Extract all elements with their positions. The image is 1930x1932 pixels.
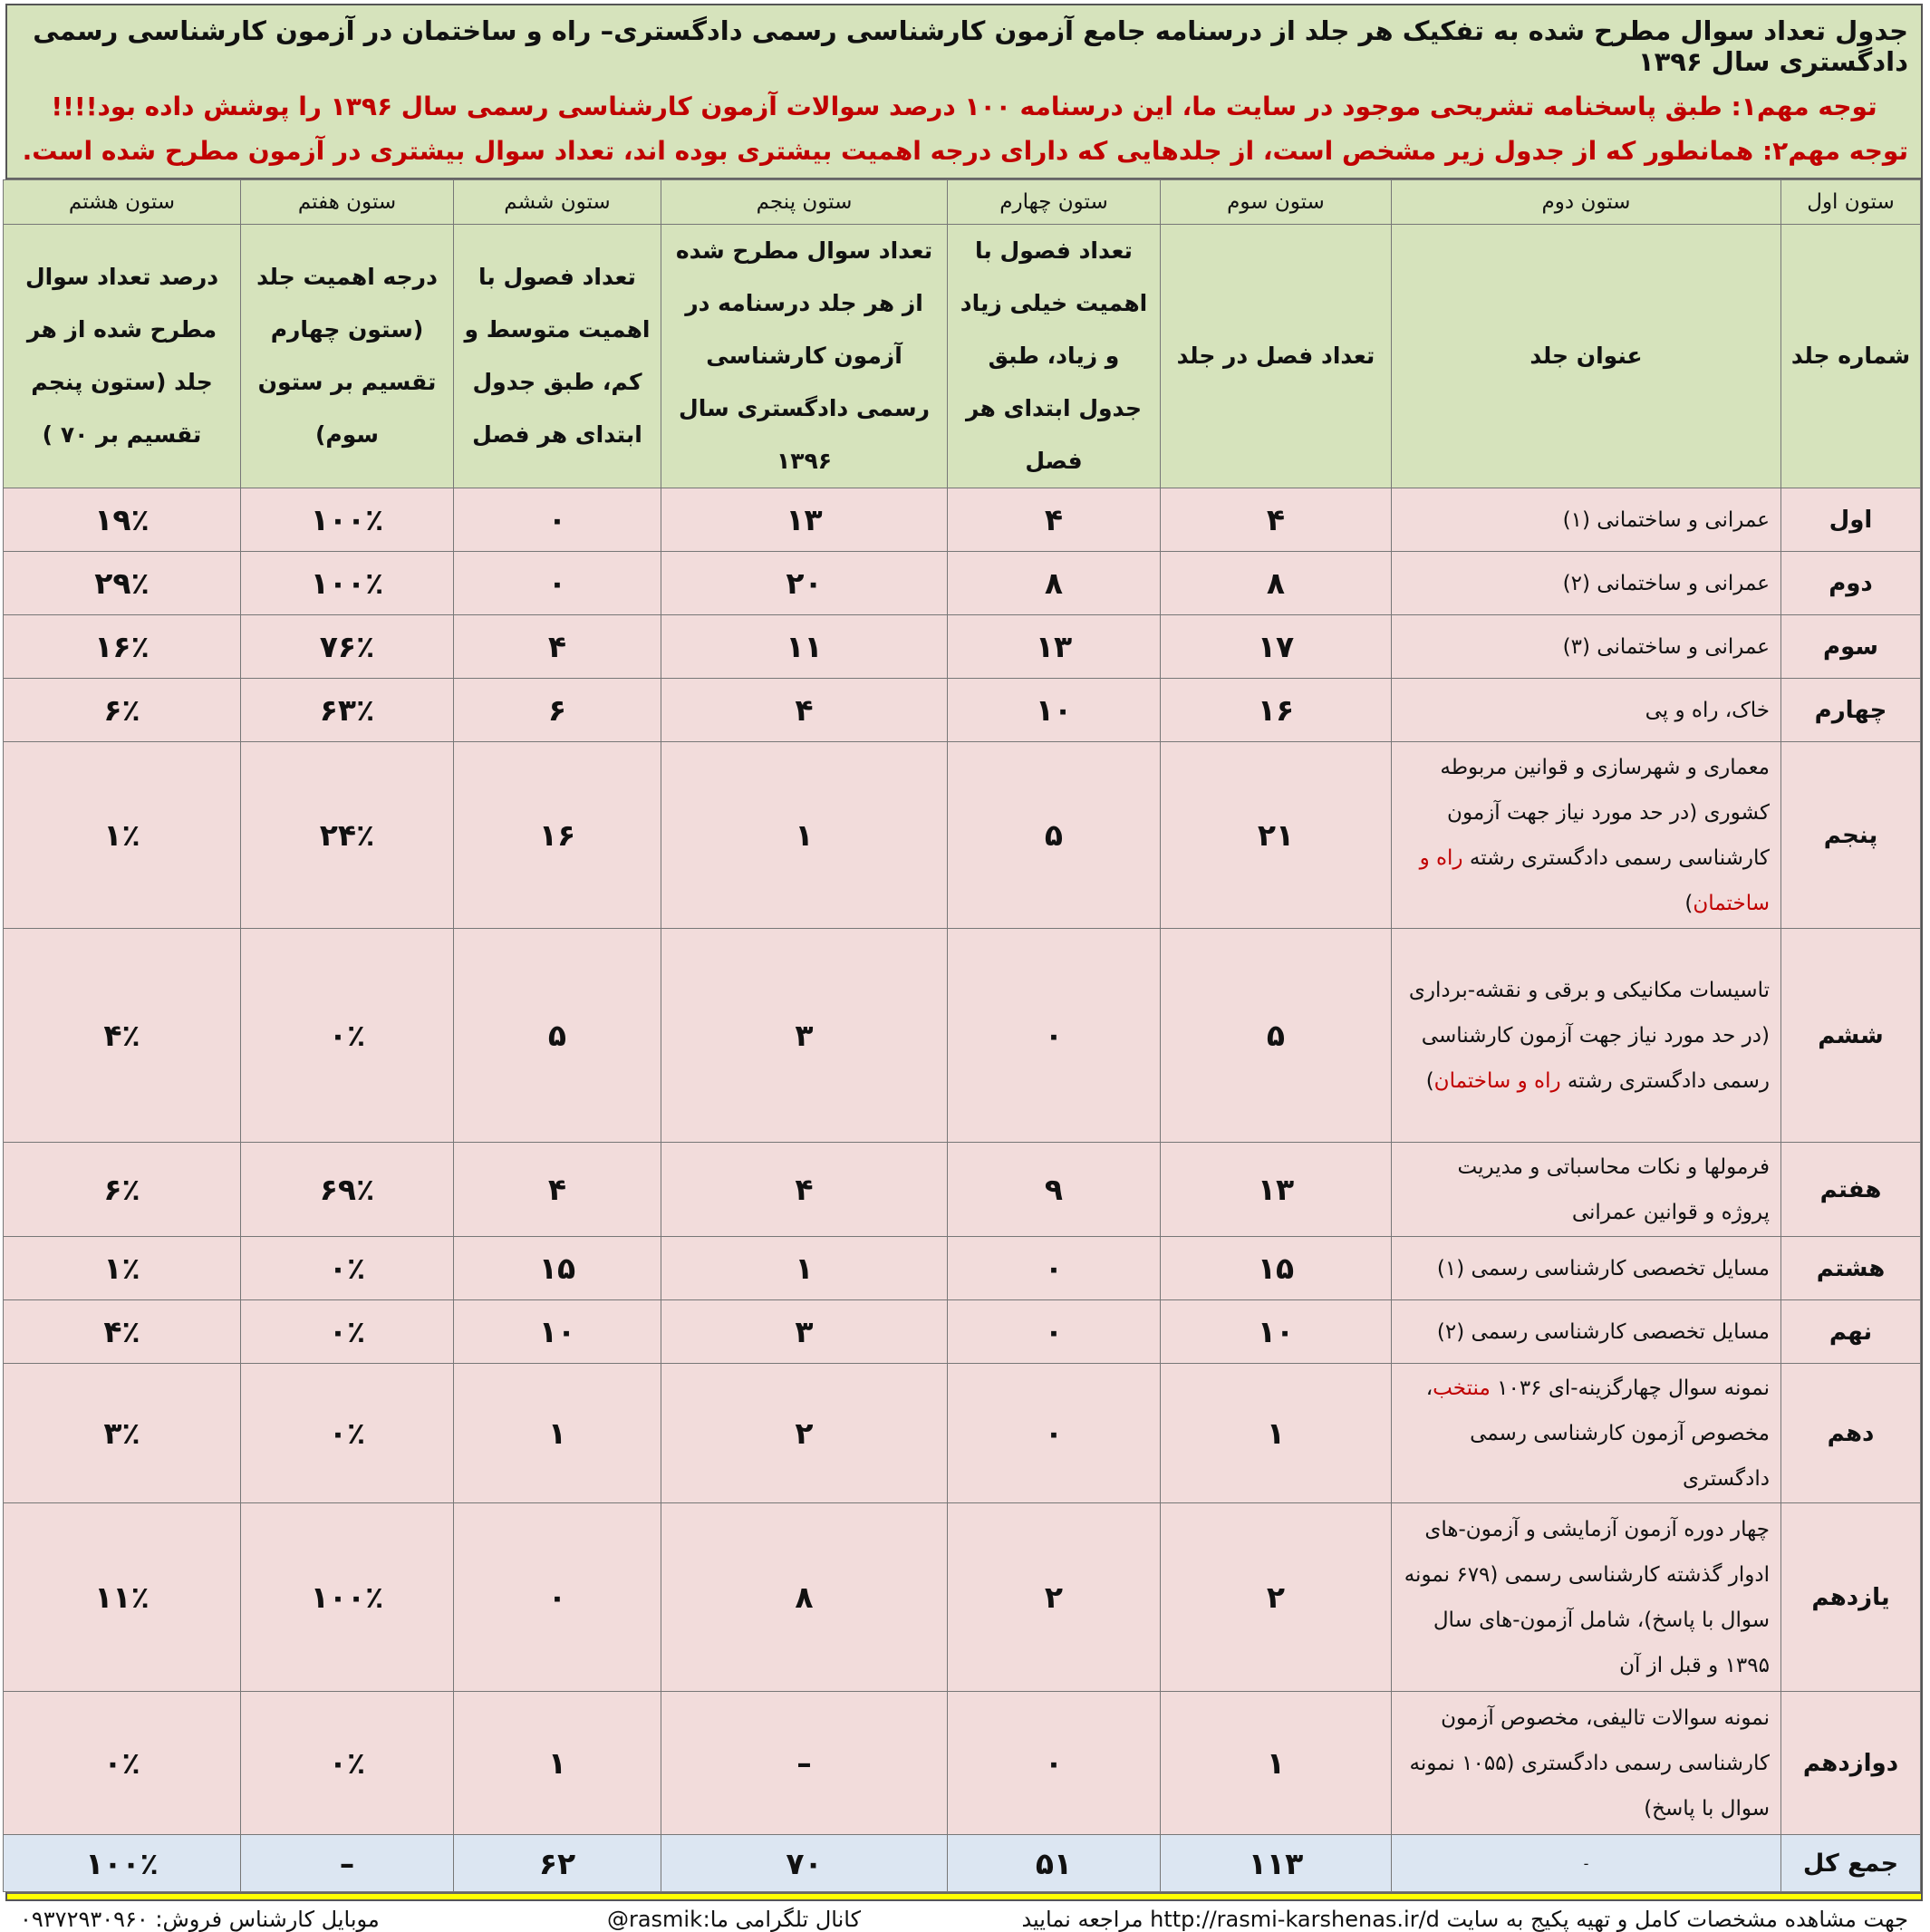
high-importance-chapters: ۰ <box>948 1364 1161 1503</box>
importance-degree: ۰٪ <box>241 1364 454 1503</box>
volume-title <box>1392 488 1781 552</box>
high-importance-chapters: ۵ <box>948 742 1161 929</box>
volume-title <box>1392 1503 1781 1692</box>
medium-importance-chapters: ۰ <box>454 552 661 615</box>
volume-title <box>1392 1364 1781 1503</box>
question-count: ۲۰ <box>661 552 948 615</box>
question-count: ۱ <box>661 742 948 929</box>
table-row <box>4 929 1921 1143</box>
importance-degree: ۶۳٪ <box>241 679 454 742</box>
importance-degree: ۱۰۰٪ <box>241 488 454 552</box>
medium-importance-chapters: ۵ <box>454 929 661 1143</box>
column-name: ستون سوم <box>1161 180 1392 225</box>
volume-title-text: عمرانی و ساختمانی (۳) <box>1562 634 1770 659</box>
medium-importance-chapters: ۱۶ <box>454 742 661 929</box>
volume-title-text: نمونه سوال چهارگزینه-ای ۱۰۳۶ <box>1490 1376 1770 1400</box>
high-importance-chapters: ۰ <box>948 929 1161 1143</box>
high-importance-chapters: ۰ <box>948 1692 1161 1835</box>
volume-number: دوم <box>1781 552 1921 615</box>
volume-title <box>1392 615 1781 679</box>
volume-number: هشتم <box>1781 1237 1921 1300</box>
results-sheet <box>5 4 1923 1932</box>
question-percent: ۱٪ <box>4 1237 241 1300</box>
header-importance-degree: درجه اهمیت جلد (ستون چهارم تقسیم بر ستون سوم) <box>241 225 454 488</box>
table-row <box>4 1300 1921 1364</box>
volume-number: پنجم <box>1781 742 1921 929</box>
volume-title <box>1392 1692 1781 1835</box>
chapter-count: ۱۵ <box>1161 1237 1392 1300</box>
question-count: ۳ <box>661 1300 948 1364</box>
volume-title <box>1392 679 1781 742</box>
question-percent: ۱۶٪ <box>4 615 241 679</box>
question-count: ۱۳ <box>661 488 948 552</box>
table-row <box>4 742 1921 929</box>
high-importance-chapters: ۸ <box>948 552 1161 615</box>
question-count: – <box>661 1692 948 1835</box>
volume-number: چهارم <box>1781 679 1921 742</box>
high-importance-chapters: ۱۰ <box>948 679 1161 742</box>
table-row <box>4 488 1921 552</box>
question-percent: ۴٪ <box>4 1300 241 1364</box>
table-row <box>4 1143 1921 1237</box>
question-percent: ۶٪ <box>4 679 241 742</box>
volume-number: اول <box>1781 488 1921 552</box>
chapter-count: ۸ <box>1161 552 1392 615</box>
importance-degree: ۶۹٪ <box>241 1143 454 1237</box>
volume-title-text: نمونه سوالات تالیفی، مخصوص آزمون کارشناسی رسمی دادگستری (۱۰۵۵ نمونه سوال با پاسخ) <box>1409 1705 1770 1821</box>
chapter-count: ۱۰ <box>1161 1300 1392 1364</box>
question-count: ۸ <box>661 1503 948 1692</box>
total-high: ۵۱ <box>948 1835 1161 1892</box>
high-importance-chapters: ۹ <box>948 1143 1161 1237</box>
volume-title-text: عمرانی و ساختمانی (۲) <box>1562 571 1770 595</box>
table-row <box>4 1237 1921 1300</box>
importance-degree: ۰٪ <box>241 929 454 1143</box>
chapter-count: ۱۶ <box>1161 679 1392 742</box>
volume-title-highlight: راه و ساختمان <box>1419 845 1770 915</box>
total-importance: – <box>241 1835 454 1892</box>
chapter-count: ۵ <box>1161 929 1392 1143</box>
important-note-2: توجه مهم۲: همانطور که از جدول زیر مشخص است، از جلدهایی که دارای درجه اهمیت بیشتری بوده اند، تعداد سوال بیشتری در آزمون مطرح شده است. <box>22 136 1908 167</box>
total-chapters: ۱۱۳ <box>1161 1835 1392 1892</box>
chapter-count: ۲ <box>1161 1503 1392 1692</box>
table-row <box>4 679 1921 742</box>
volume-title-tail: ) <box>1425 1068 1434 1093</box>
table-row <box>4 552 1921 615</box>
importance-degree: ۲۴٪ <box>241 742 454 929</box>
header-question-percent: درصد تعداد سوال مطرح شده از هر جلد (ستون پنجم تقسیم بر ۷۰ ) <box>4 225 241 488</box>
high-importance-chapters: ۱۳ <box>948 615 1161 679</box>
volume-number: هفتم <box>1781 1143 1921 1237</box>
column-name: ستون پنجم <box>661 180 948 225</box>
footer-mobile: موبایل کارشناس فروش: ۰۹۳۷۲۹۳۰۹۶۰ <box>20 1907 380 1932</box>
high-importance-chapters: ۴ <box>948 488 1161 552</box>
volume-title <box>1392 929 1781 1143</box>
question-count: ۱ <box>661 1237 948 1300</box>
volume-title <box>1392 1300 1781 1364</box>
volume-title-highlight: راه و ساختمان <box>1433 1068 1561 1093</box>
header-chapter-count: تعداد فصل در جلد <box>1161 225 1392 488</box>
footer-telegram-id[interactable]: rasmik@ <box>606 1907 702 1932</box>
volume-title-highlight: منتخب <box>1433 1376 1491 1400</box>
header-volume-title: عنوان جلد <box>1392 225 1781 488</box>
volume-title-text: خاک، راه و پی <box>1645 698 1770 722</box>
total-label: جمع کل <box>1781 1835 1921 1892</box>
column-name: ستون هفتم <box>241 180 454 225</box>
volume-title-tail: ) <box>1684 891 1694 915</box>
importance-degree: ۰٪ <box>241 1300 454 1364</box>
importance-degree: ۰٪ <box>241 1692 454 1835</box>
header-volume-number: شماره جلد <box>1781 225 1921 488</box>
volume-table <box>3 179 1921 1892</box>
volume-title-text: فرمولها و نکات محاسباتی و مدیریت پروژه و قوانین عمرانی <box>1457 1154 1770 1224</box>
medium-importance-chapters: ۴ <box>454 1143 661 1237</box>
header-high-importance-chapters: تعداد فصول با اهمیت خیلی زیاد و زیاد، طبق جدول ابتدای هر فصل <box>948 225 1161 488</box>
importance-degree: ۱۰۰٪ <box>241 552 454 615</box>
column-name: ستون ششم <box>454 180 661 225</box>
chapter-count: ۴ <box>1161 488 1392 552</box>
volume-title-text: مسایل تخصصی کارشناسی رسمی (۱) <box>1436 1256 1770 1280</box>
question-count: ۴ <box>661 679 948 742</box>
importance-degree: ۷۶٪ <box>241 615 454 679</box>
medium-importance-chapters: ۶ <box>454 679 661 742</box>
question-count: ۳ <box>661 929 948 1143</box>
column-name: ستون دوم <box>1392 180 1781 225</box>
column-names-row <box>4 180 1921 225</box>
medium-importance-chapters: ۴ <box>454 615 661 679</box>
question-percent: ۱۱٪ <box>4 1503 241 1692</box>
medium-importance-chapters: ۱ <box>454 1364 661 1503</box>
volume-title <box>1392 552 1781 615</box>
volume-title-text: مسایل تخصصی کارشناسی رسمی (۲) <box>1436 1319 1770 1344</box>
important-note-1: توجه مهم۱: طبق پاسخنامه تشریحی موجود در سایت ما، این درسنامه ۱۰۰ درصد سوالات آزمون کارشناسی رسمی سال ۱۳۹۶ را پوشش داده بود!!!! <box>51 92 1877 122</box>
total-percent: ۱۰۰٪ <box>4 1835 241 1892</box>
question-percent: ۰٪ <box>4 1692 241 1835</box>
high-importance-chapters: ۰ <box>948 1300 1161 1364</box>
volume-title-text: تاسیسات مکانیکی و برقی و نقشه-برداری (در حد مورد نیاز جهت آزمون کارشناسی رسمی دادگستری رشته <box>1408 978 1770 1093</box>
chapter-count: ۱ <box>1161 1692 1392 1835</box>
total-row <box>4 1835 1921 1892</box>
column-name: ستون هشتم <box>4 180 241 225</box>
importance-degree: ۰٪ <box>241 1237 454 1300</box>
header-question-count: تعداد سوال مطرح شده از هر جلد درسنامه در آزمون کارشناسی رسمی دادگستری سال ۱۳۹۶ <box>661 225 948 488</box>
chapter-count: ۱ <box>1161 1364 1392 1503</box>
chapter-count: ۲۱ <box>1161 742 1392 929</box>
total-medium: ۶۲ <box>454 1835 661 1892</box>
medium-importance-chapters: ۱۰ <box>454 1300 661 1364</box>
column-headers-row <box>4 225 1921 488</box>
question-percent: ۱٪ <box>4 742 241 929</box>
question-percent: ۲۹٪ <box>4 552 241 615</box>
title-block <box>7 5 1921 179</box>
volume-number: یازدهم <box>1781 1503 1921 1692</box>
volume-title-tail: ، مخصوص آزمون کارشناسی رسمی دادگستری <box>1425 1376 1770 1491</box>
table-row <box>4 615 1921 679</box>
importance-degree: ۱۰۰٪ <box>241 1503 454 1692</box>
header-medium-importance-chapters: تعداد فصول با اهمیت متوسط و کم، طبق جدول ابتدای هر فصل <box>454 225 661 488</box>
total-title: - <box>1392 1835 1781 1892</box>
question-count: ۱۱ <box>661 615 948 679</box>
volume-title-text: معماری و شهرسازی و قوانین مربوطه کشوری (در حد مورد نیاز جهت آزمون کارشناسی رسمی دادگستری رشته <box>1440 755 1770 870</box>
question-count: ۲ <box>661 1364 948 1503</box>
volume-title-text: چهار دوره آزمون آزمایشی و آزمون-های ادوار گذشته کارشناسی رسمی (۶۷۹ نمونه سوال با پاسخ)، شامل آزمون-های سال ۱۳۹۵ و قبل از آن <box>1404 1517 1770 1677</box>
page-title: جدول تعداد سوال مطرح شده به تفکیک هر جلد از درسنامه جامع آزمون کارشناسی رسمی دادگستری– راه و ساختمان در آزمون کارشناسی رسمی دادگستری سال ۱۳۹۶ <box>33 15 1908 77</box>
medium-importance-chapters: ۰ <box>454 1503 661 1692</box>
chapter-count: ۱۷ <box>1161 615 1392 679</box>
footer-site-text: جهت مشاهده مشخصات کامل و تهیه پکیج به سایت http://rasmi-karshenas.ir/d مراجعه نمایید <box>1021 1907 1908 1932</box>
footer-bar <box>7 1892 1921 1932</box>
volume-title <box>1392 1237 1781 1300</box>
total-questions: ۷۰ <box>661 1835 948 1892</box>
footer-telegram-label: کانال تلگرامی ما: <box>702 1907 861 1932</box>
volume-number: دوازدهم <box>1781 1692 1921 1835</box>
chapter-count: ۱۳ <box>1161 1143 1392 1237</box>
volume-number: نهم <box>1781 1300 1921 1364</box>
table-row <box>4 1364 1921 1503</box>
medium-importance-chapters: ۱ <box>454 1692 661 1835</box>
table-row <box>4 1503 1921 1692</box>
medium-importance-chapters: ۰ <box>454 488 661 552</box>
question-percent: ۱۹٪ <box>4 488 241 552</box>
volume-number: دهم <box>1781 1364 1921 1503</box>
volume-number: ششم <box>1781 929 1921 1143</box>
volume-number: سوم <box>1781 615 1921 679</box>
column-name: ستون چهارم <box>948 180 1161 225</box>
question-percent: ۴٪ <box>4 929 241 1143</box>
question-count: ۴ <box>661 1143 948 1237</box>
volume-title <box>1392 742 1781 929</box>
volume-title-text: عمرانی و ساختمانی (۱) <box>1562 507 1770 532</box>
column-name: ستون اول <box>1781 180 1921 225</box>
question-percent: ۳٪ <box>4 1364 241 1503</box>
high-importance-chapters: ۰ <box>948 1237 1161 1300</box>
volume-title <box>1392 1143 1781 1237</box>
table-row <box>4 1692 1921 1835</box>
question-percent: ۶٪ <box>4 1143 241 1237</box>
medium-importance-chapters: ۱۵ <box>454 1237 661 1300</box>
high-importance-chapters: ۲ <box>948 1503 1161 1692</box>
